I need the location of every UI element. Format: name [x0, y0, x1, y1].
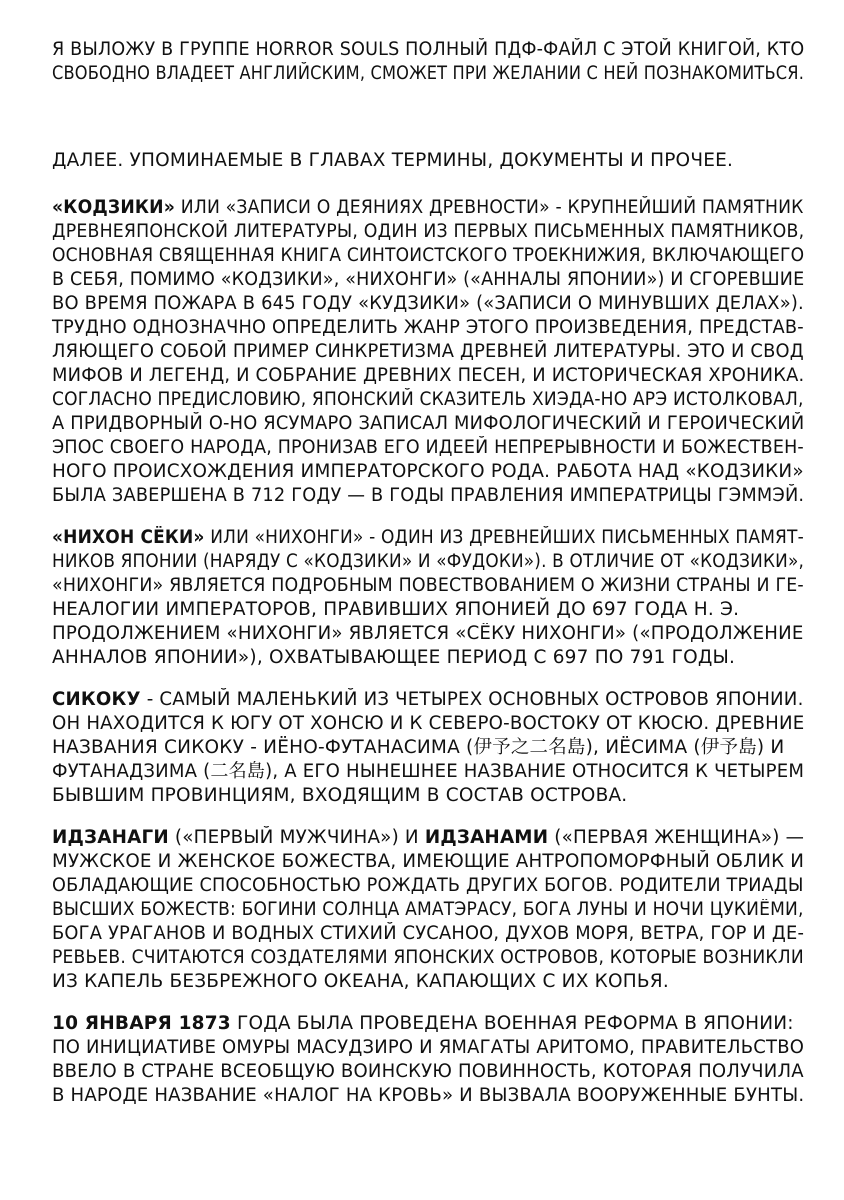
kojiki-line: СОГЛАСНО ПРЕДИСЛОВИЮ, ЯПОНСКИЙ СКАЗИТЕЛЬ ХИЭДА-НО АРЭ ИСТОЛКОВАЛ,: [52, 389, 804, 410]
term-reform-date: 10 ЯНВАРЯ 1873: [52, 1013, 231, 1034]
kojiki-line: В СЕБЯ, ПОМИМО «КОДЗИКИ», «НИХОНГИ» («АННАЛЫ ЯПОНИИ») И СГОРЕВШИЕ: [52, 269, 805, 290]
kojiki-first-line: [52, 196, 804, 220]
nihon-shoki-line: НЕАЛОГИИ ИМПЕРАТОРОВ, ПРАВИВШИХ ЯПОНИЕЙ ДО 697 ГОДА Н. Э.: [52, 599, 740, 620]
nihon-shoki-first-line: [52, 526, 804, 550]
kojiki-line: ТРУДНО ОДНОЗНАЧНО ОПРЕДЕЛИТЬ ЖАНР ЭТОГО ПРОИЗВЕДЕНИЯ, ПРЕДСТАВ-: [52, 317, 804, 338]
izanagi-line: ИЗ КАПЕЛЬ БЕЗБРЕЖНОГО ОКЕАНА, КАПАЮЩИХ С ИХ КОПЬЯ.: [52, 971, 669, 992]
kojiki-line: МИФОВ И ЛЕГЕНД, И СОБРАНИЕ ДРЕВНИХ ПЕСЕН, И ИСТОРИЧЕСКАЯ ХРОНИКА.: [52, 365, 805, 386]
izanagi-first-line: [52, 826, 804, 850]
kojiki-line: ЛЯЮЩЕГО СОБОЙ ПРИМЕР СИНКРЕТИЗМА ДРЕВНЕЙ ЛИТЕРАТУРЫ. ЭТО И СВОД: [52, 341, 804, 362]
izanagi-line: ВЫСШИХ БОЖЕСТВ: БОГИНИ СОЛНЦА АМАТЭРАСУ, БОГА ЛУНЫ И НОЧИ ЦУКИЁМИ,: [52, 899, 804, 920]
kojiki-first-line-text: ИЛИ «ЗАПИСИ О ДЕЯНИЯХ ДРЕВНОСТИ» - КРУПНЕЙШИЙ ПАМЯТНИК: [175, 197, 804, 218]
nihon-shoki-line: ПРОДОЛЖЕНИЕМ «НИХОНГИ» ЯВЛЯЕТСЯ «СЁКУ НИХОНГИ» («ПРОДОЛЖЕНИЕ: [52, 623, 804, 644]
section-heading: ДАЛЕЕ. УПОМИНАЕМЫЕ В ГЛАВАХ ТЕРМИНЫ, ДОКУМЕНТЫ И ПРОЧЕЕ.: [52, 150, 734, 171]
shikoku-line: ФУТАНАДЗИМА (二名島), А ЕГО НЫНЕШНЕЕ НАЗВАНИЕ ОТНОСИТСЯ К ЧЕТЫРЕМ: [52, 761, 805, 782]
term-kojiki: «КОДЗИКИ»: [52, 197, 176, 218]
intro-line-2: СВОБОДНО ВЛАДЕЕТ АНГЛИЙСКИМ, СМОЖЕТ ПРИ ЖЕЛАНИИ С НЕЙ ПОЗНАКОМИТЬСЯ.: [52, 63, 805, 84]
reform-line: В НАРОДЕ НАЗВАНИЕ «НАЛОГ НА КРОВЬ» И ВЫЗВАЛА ВООРУЖЕННЫЕ БУНТЫ.: [52, 1085, 805, 1106]
reform-first-line: [52, 1012, 794, 1036]
izanagi-line: МУЖСКОЕ И ЖЕНСКОЕ БОЖЕСТВА, ИМЕЮЩИЕ АНТРОПОМОРФНЫЙ ОБЛИК И: [52, 851, 805, 872]
shikoku-first-line: [52, 688, 804, 712]
shikoku-line: БЫВШИМ ПРОВИНЦИЯМ, ВХОДЯЩИМ В СОСТАВ ОСТРОВА.: [52, 785, 628, 806]
nihon-shoki-line: «НИХОНГИ» ЯВЛЯЕТСЯ ПОДРОБНЫМ ПОВЕСТВОВАНИЕМ О ЖИЗНИ СТРАНЫ И ГЕ-: [52, 575, 804, 596]
nihon-shoki-line: НИКОВ ЯПОНИИ (НАРЯДУ С «КОДЗИКИ» И «ФУДОКИ»). В ОТЛИЧИЕ ОТ «КОДЗИКИ»,: [52, 551, 805, 572]
izanagi-line: БОГА УРАГАНОВ И ВОДНЫХ СТИХИЙ СУСАНОО, ДУХОВ МОРЯ, ВЕТРА, ГОР И ДЕ-: [52, 923, 805, 944]
nihon-shoki-first-line-text: ИЛИ «НИХОНГИ» - ОДИН ИЗ ДРЕВНЕЙШИХ ПИСЬМЕННЫХ ПАМЯТ-: [204, 527, 804, 548]
izanagi-first-line-text: («ПЕРВАЯ ЖЕНЩИНА») —: [548, 827, 805, 848]
term-izanagi: ИДЗАНАГИ: [52, 827, 169, 848]
term-shikoku: СИКОКУ: [52, 689, 141, 710]
kojiki-line: НОГО ПРОИСХОЖДЕНИЯ ИМПЕРАТОРСКОГО РОДА. РАБОТА НАД «КОДЗИКИ»: [52, 461, 804, 482]
shikoku-first-line-text: - САМЫЙ МАЛЕНЬКИЙ ИЗ ЧЕТЫРЕХ ОСНОВНЫХ ОСТРОВОВ ЯПОНИИ.: [140, 689, 804, 710]
kojiki-line: А ПРИДВОРНЫЙ О-НО ЯСУМАРО ЗАПИСАЛ МИФОЛОГИЧЕСКИЙ И ГЕРОИЧЕСКИЙ: [52, 413, 805, 434]
kojiki-line: ВО ВРЕМЯ ПОЖАРА В 645 ГОДУ «КУДЗИКИ» («ЗАПИСИ О МИНУВШИХ ДЕЛАХ»).: [52, 293, 804, 314]
shikoku-line: НАЗВАНИЯ СИКОКУ - ИЁНО-ФУТАНАСИМА (伊予之二名島), ИЁСИМА (伊予島) И: [52, 737, 785, 758]
kojiki-line: ДРЕВНЕЯПОНСКОЙ ЛИТЕРАТУРЫ, ОДИН ИЗ ПЕРВЫХ ПИСЬМЕННЫХ ПАМЯТНИКОВ,: [52, 221, 805, 242]
izanagi-line: РЕВЬЕВ. СЧИТАЮТСЯ СОЗДАТЕЛЯМИ ЯПОНСКИХ ОСТРОВОВ, КОТОРЫЕ ВОЗНИКЛИ: [52, 947, 804, 968]
term-izanami: ИДЗАНАМИ: [424, 827, 549, 848]
nihon-shoki-line: АННАЛОВ ЯПОНИИ»), ОХВАТЫВАЮЩЕЕ ПЕРИОД С 697 ПО 791 ГОДЫ.: [52, 647, 736, 668]
term-nihon-shoki: «НИХОН СЁКИ»: [52, 527, 205, 548]
kojiki-line: БЫЛА ЗАВЕРШЕНА В 712 ГОДУ — В ГОДЫ ПРАВЛЕНИЯ ИМПЕРАТРИЦЫ ГЭММЭЙ.: [52, 485, 805, 506]
kojiki-line: ЭПОС СВОЕГО НАРОДА, ПРОНИЗАВ ЕГО ИДЕЕЙ НЕПРЕРЫВНОСТИ И БОЖЕСТВЕН-: [52, 437, 804, 458]
reform-first-line-text: ГОДА БЫЛА ПРОВЕДЕНА ВОЕННАЯ РЕФОРМА В ЯПОНИИ:: [230, 1013, 794, 1034]
reform-line: ВВЕЛО В СТРАНЕ ВСЕОБЩУЮ ВОИНСКУЮ ПОВИННОСТЬ, КОТОРАЯ ПОЛУЧИЛА: [52, 1061, 804, 1082]
shikoku-line: ОН НАХОДИТСЯ К ЮГУ ОТ ХОНСЮ И К СЕВЕРО-ВОСТОКУ ОТ КЮСЮ. ДРЕВНИЕ: [52, 713, 805, 734]
izanagi-mid-text: («ПЕРВЫЙ МУЖЧИНА») И: [168, 827, 425, 848]
kojiki-line: ОСНОВНАЯ СВЯЩЕННАЯ КНИГА СИНТОИСТСКОГО ТРОЕКНИЖИЯ, ВКЛЮЧАЮЩЕГО: [52, 245, 805, 266]
intro-line-1: Я ВЫЛОЖУ В ГРУППЕ HORROR SOULS ПОЛНЫЙ ПДФ-ФАЙЛ С ЭТОЙ КНИГОЙ, КТО: [52, 39, 805, 60]
izanagi-line: ОБЛАДАЮЩИЕ СПОСОБНОСТЬЮ РОЖДАТЬ ДРУГИХ БОГОВ. РОДИТЕЛИ ТРИАДЫ: [52, 875, 804, 896]
reform-line: ПО ИНИЦИАТИВЕ ОМУРЫ МАСУДЗИРО И ЯМАГАТЫ АРИТОМО, ПРАВИТЕЛЬСТВО: [52, 1037, 805, 1058]
